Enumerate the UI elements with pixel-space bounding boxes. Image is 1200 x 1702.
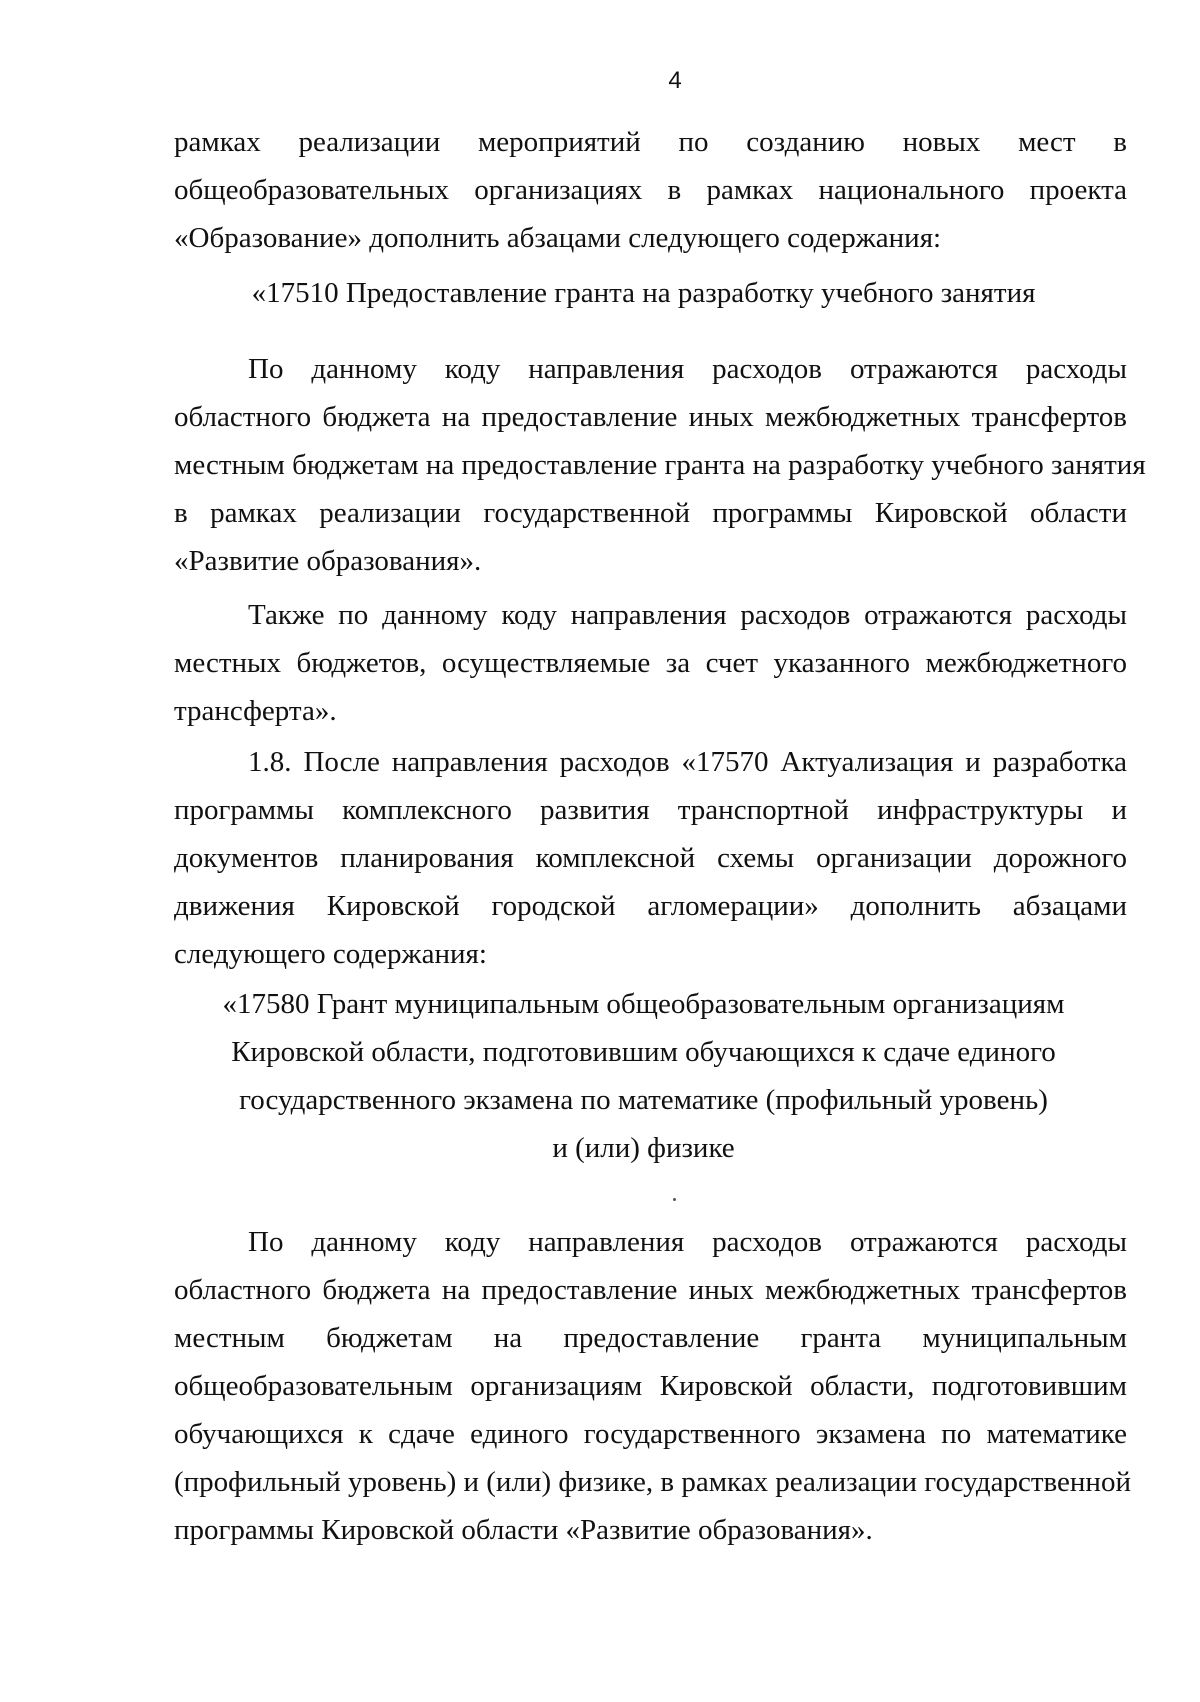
code-heading-17510	[174, 269, 1127, 317]
text-line: обучающихся к сдаче единого государственного экзамена по математике	[174, 1418, 1127, 1450]
text-line: «Образование» дополнить абзацами следующего содержания:	[174, 222, 942, 254]
text-line: трансферта».	[174, 695, 337, 727]
text-line: движения Кировской городской агломерации» дополнить абзацами	[174, 890, 1127, 922]
page-number: 4	[668, 67, 682, 94]
text-line: местным бюджетам на предоставление гранта муниципальным	[174, 1322, 1127, 1354]
paragraph-item-1-8	[174, 738, 1127, 978]
paragraph-17580-description	[174, 1218, 1131, 1554]
heading-line: «17580 Грант муниципальным общеобразовательным организациям	[222, 988, 1065, 1020]
text-line: областного бюджета на предоставление иных межбюджетных трансфертов	[174, 401, 1127, 433]
heading-line: Кировской области, подготовившим обучающихся к сдаче единого	[231, 1036, 1056, 1068]
text-line: местным бюджетам на предоставление гранта на разработку учебного занятия	[174, 449, 1146, 481]
paragraph-17510-local-budgets	[174, 591, 1127, 735]
paragraph-17510-description	[174, 345, 1146, 585]
heading-line: «17510 Предоставление гранта на разработку учебного занятия	[251, 277, 1036, 309]
text-line: По данному коду направления расходов отражаются расходы	[248, 353, 1127, 385]
scan-speck	[673, 1198, 676, 1201]
text-line: 1.8. После направления расходов «17570 Актуализация и разработка	[248, 746, 1127, 778]
heading-line: государственного экзамена по математике (профильный уровень)	[239, 1084, 1048, 1116]
text-line: (профильный уровень) и (или) физике, в рамках реализации государственной	[174, 1466, 1131, 1498]
text-line: общеобразовательных организациях в рамках национального проекта	[174, 174, 1127, 206]
text-line: программы Кировской области «Развитие образования».	[174, 1514, 873, 1546]
text-line: в рамках реализации государственной программы Кировской области	[174, 497, 1127, 529]
text-line: Также по данному коду направления расходов отражаются расходы	[248, 599, 1127, 631]
text-line: областного бюджета на предоставление иных межбюджетных трансфертов	[174, 1274, 1127, 1306]
text-line: «Развитие образования».	[174, 545, 482, 577]
text-line: рамках реализации мероприятий по созданию новых мест в	[174, 126, 1127, 158]
heading-line: и (или) физике	[552, 1132, 735, 1164]
text-line: документов планирования комплексной схемы организации дорожного	[174, 842, 1127, 874]
paragraph-continuation	[174, 118, 1127, 262]
text-line: программы комплексного развития транспортной инфраструктуры и	[174, 794, 1127, 826]
code-heading-17580	[174, 980, 1127, 1172]
text-line: местных бюджетов, осуществляемые за счет указанного межбюджетного	[174, 647, 1127, 679]
text-line: общеобразовательным организациям Кировской области, подготовившим	[174, 1370, 1127, 1402]
text-line: следующего содержания:	[174, 938, 487, 970]
text-line: По данному коду направления расходов отражаются расходы	[248, 1226, 1127, 1258]
